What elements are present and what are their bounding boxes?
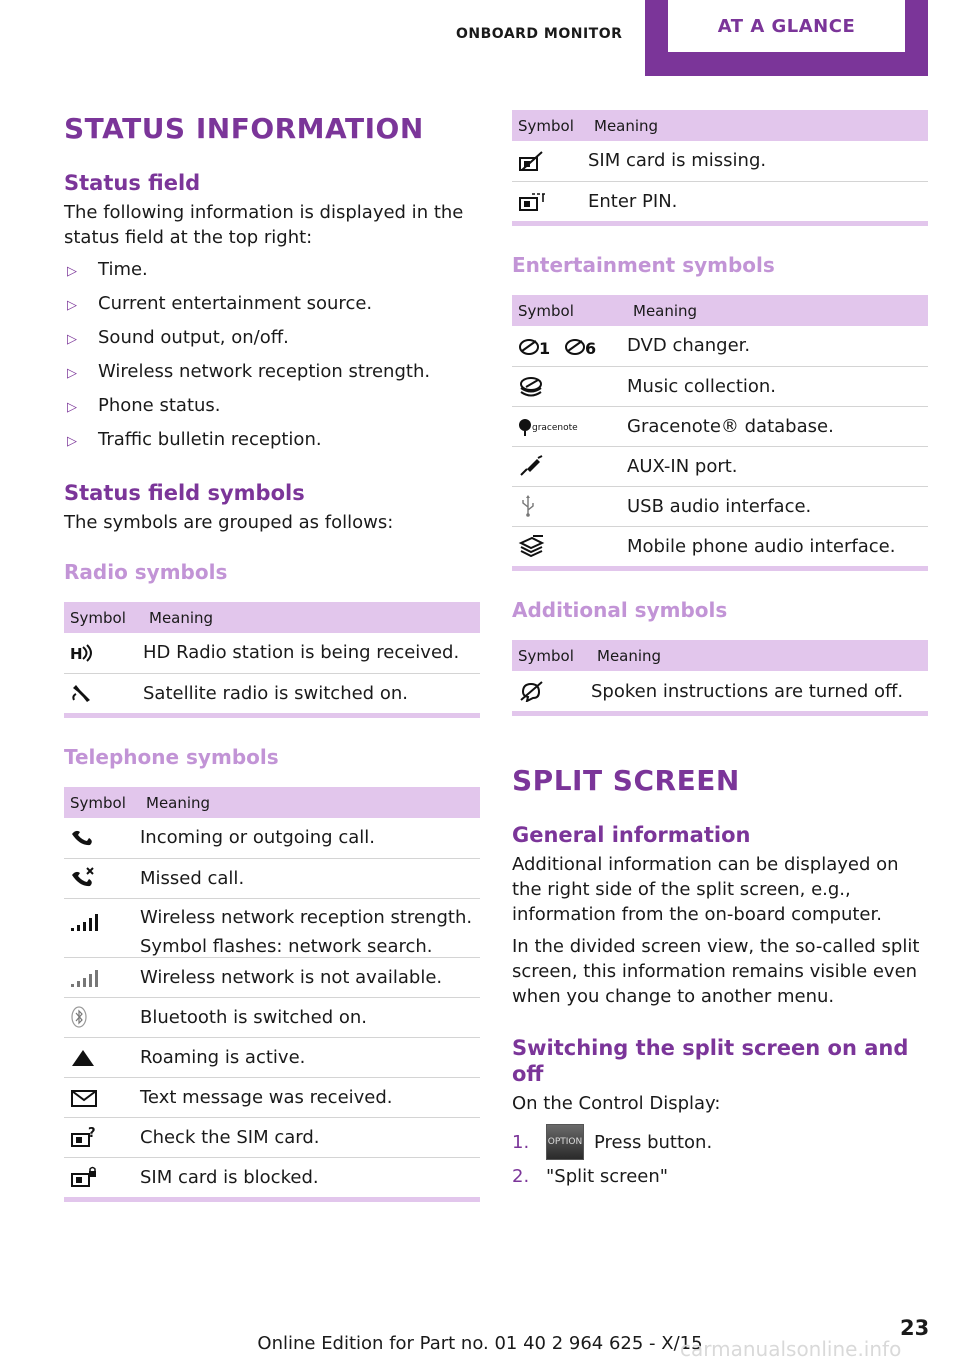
phone-call-icon: [70, 828, 96, 848]
list-item: ▷ Phone status.: [64, 393, 480, 420]
row-meaning: USB audio interface.: [627, 486, 928, 526]
row-meaning: Bluetooth is switched on.: [140, 997, 480, 1037]
col-header-meaning: Meaning: [591, 640, 928, 671]
additional-symbols-table: [512, 640, 928, 711]
list-item: ▷ Sound output, on/off.: [64, 325, 480, 352]
table-row: [512, 141, 928, 181]
row-meaning: Roaming is active.: [140, 1037, 480, 1077]
svg-text:6: 6: [585, 338, 597, 357]
row-meaning: HD Radio station is being received.: [143, 633, 480, 673]
hd-radio-icon: [70, 643, 96, 663]
envelope-icon: [70, 1088, 98, 1108]
table-row: [64, 997, 480, 1037]
row-meaning-note: Symbol flashes: network search.: [140, 935, 433, 957]
table-row: [64, 818, 480, 858]
satellite-icon: [70, 682, 94, 704]
svg-text:1: 1: [539, 338, 551, 357]
table-row: [512, 486, 928, 526]
list-item: ▷ Wireless network reception strength.: [64, 359, 480, 386]
svg-text:H: H: [70, 645, 83, 664]
table-row: [512, 526, 928, 566]
triangle-bullet-icon: ▷: [67, 434, 77, 449]
chapter-tab: [645, 0, 928, 76]
additional-symbols-heading: Additional symbols: [512, 598, 728, 622]
table-row: [64, 898, 480, 957]
no-network-icon: [70, 968, 100, 988]
table-row: [64, 1157, 480, 1197]
table-row: [64, 673, 480, 713]
usb-icon: [518, 494, 538, 518]
sim-check-icon: [70, 1126, 98, 1148]
row-meaning: SIM card is missing.: [588, 141, 928, 181]
col-header-meaning: Meaning: [140, 787, 480, 818]
table-end-rule: [512, 711, 928, 716]
col-header-meaning: Meaning: [143, 602, 480, 633]
table-end-rule: [64, 713, 480, 718]
missed-call-icon: [70, 867, 96, 889]
roaming-icon: [70, 1048, 96, 1068]
radio-symbols-heading: Radio symbols: [64, 560, 228, 584]
row-meaning: Incoming or outgoing call.: [140, 818, 480, 858]
table-row: [64, 1117, 480, 1157]
chapter-tab-label: AT A GLANCE: [668, 0, 905, 52]
list-item: 2. "Split screen": [512, 1166, 669, 1187]
telephone-symbols-table-continued: [512, 110, 928, 221]
triangle-bullet-icon: ▷: [67, 298, 77, 313]
right-column: [512, 110, 928, 1187]
row-meaning: Wireless network reception strength.: [140, 906, 473, 928]
status-field-heading: Status field: [64, 171, 201, 195]
triangle-bullet-icon: ▷: [67, 264, 77, 279]
switching-steps: [512, 1124, 928, 1187]
row-meaning: Enter PIN.: [588, 190, 678, 212]
table-row: [512, 446, 928, 486]
col-header-meaning: Meaning: [588, 110, 928, 141]
table-row: [512, 366, 928, 406]
sim-missing-icon: [518, 150, 546, 172]
row-meaning: Text message was received.: [140, 1077, 480, 1117]
bluetooth-icon: [70, 1006, 88, 1028]
left-column: [64, 112, 480, 1202]
triangle-bullet-icon: ▷: [67, 400, 77, 415]
table-row: [64, 957, 480, 997]
table-row: [64, 858, 480, 898]
row-meaning: Satellite radio is switched on.: [143, 682, 408, 704]
status-information-title: STATUS INFORMATION: [64, 112, 424, 145]
table-row: [64, 1037, 480, 1077]
general-info-paragraph-2: In the divided screen view, the so-called split screen, this information remains visible even when you change to another menu.: [512, 936, 920, 1007]
aux-in-icon: [518, 455, 544, 477]
sim-pin-icon: [518, 190, 546, 212]
gracenote-icon: [518, 415, 584, 437]
triangle-bullet-icon: ▷: [67, 332, 77, 347]
table-row: [512, 406, 928, 446]
table-row: [512, 181, 928, 221]
row-meaning: Missed call.: [140, 858, 480, 898]
col-header-symbol: Symbol: [512, 640, 591, 671]
triangle-bullet-icon: ▷: [67, 366, 77, 381]
table-row: [512, 326, 928, 366]
telephone-symbols-table: [64, 787, 480, 1197]
row-meaning: AUX-IN port.: [627, 446, 928, 486]
svg-text:?: ?: [88, 1126, 96, 1141]
row-meaning: Check the SIM card.: [140, 1117, 480, 1157]
split-screen-title: SPLIT SCREEN: [512, 764, 740, 797]
col-header-meaning: Meaning: [627, 295, 928, 326]
symbols-intro: The symbols are grouped as follows:: [64, 512, 394, 533]
radio-symbols-table: [64, 602, 480, 713]
status-field-symbols-heading: Status field symbols: [64, 481, 305, 505]
switching-intro: On the Control Display:: [512, 1093, 721, 1114]
row-meaning: Gracenote® database.: [627, 406, 928, 446]
col-header-symbol: Symbol: [64, 787, 140, 818]
running-header-section: ONBOARD MONITOR: [456, 26, 623, 42]
general-info-paragraph-1: Additional information can be displayed on the right side of the split screen, e.g., information from the on-board computer.: [512, 854, 899, 925]
row-meaning: Music collection.: [627, 366, 928, 406]
option-button[interactable]: OPTION: [546, 1124, 584, 1160]
row-meaning: Spoken instructions are turned off.: [591, 680, 904, 702]
svg-text:gracenote: gracenote: [532, 423, 578, 433]
table-end-rule: [512, 221, 928, 226]
table-end-rule: [512, 566, 928, 571]
signal-strength-icon: [70, 912, 100, 932]
page-number: 23: [900, 1316, 930, 1340]
col-header-symbol: Symbol: [512, 295, 627, 326]
speech-off-icon: [518, 680, 546, 702]
table-row: [512, 671, 928, 711]
watermark: carmanualsonline.info: [680, 1337, 902, 1361]
sim-blocked-icon: [70, 1166, 98, 1188]
list-item: 1. OPTION Press button.: [512, 1124, 928, 1160]
row-meaning: Mobile phone audio interface.: [627, 535, 896, 557]
telephone-symbols-heading: Telephone symbols: [64, 745, 279, 769]
dvd-changer-icon: [518, 335, 602, 357]
list-item: ▷ Time.: [64, 257, 480, 284]
row-meaning: SIM card is blocked.: [140, 1166, 319, 1188]
table-end-rule: [64, 1197, 480, 1202]
row-meaning: DVD changer.: [627, 326, 928, 366]
entertainment-symbols-heading: Entertainment symbols: [512, 253, 775, 277]
col-header-symbol: Symbol: [512, 110, 588, 141]
music-collection-icon: [518, 375, 546, 397]
list-item: ▷ Current entertainment source.: [64, 291, 480, 318]
table-row: [64, 1077, 480, 1117]
list-item: ▷ Traffic bulletin reception.: [64, 427, 480, 454]
switching-heading: Switching the split screen on and off: [512, 1036, 909, 1086]
status-field-intro: The following information is displayed in the status field at the top right:: [64, 202, 464, 248]
table-row: [64, 633, 480, 673]
status-field-list: [64, 257, 480, 454]
footer-edition: Online Edition for Part no. 01 40 2 964 625 - X/15: [257, 1333, 703, 1354]
entertainment-symbols-table: [512, 295, 928, 566]
row-meaning: Wireless network is not available.: [140, 957, 480, 997]
general-information-heading: General information: [512, 823, 751, 847]
col-header-symbol: Symbol: [64, 602, 143, 633]
mobile-audio-icon: [518, 535, 546, 557]
